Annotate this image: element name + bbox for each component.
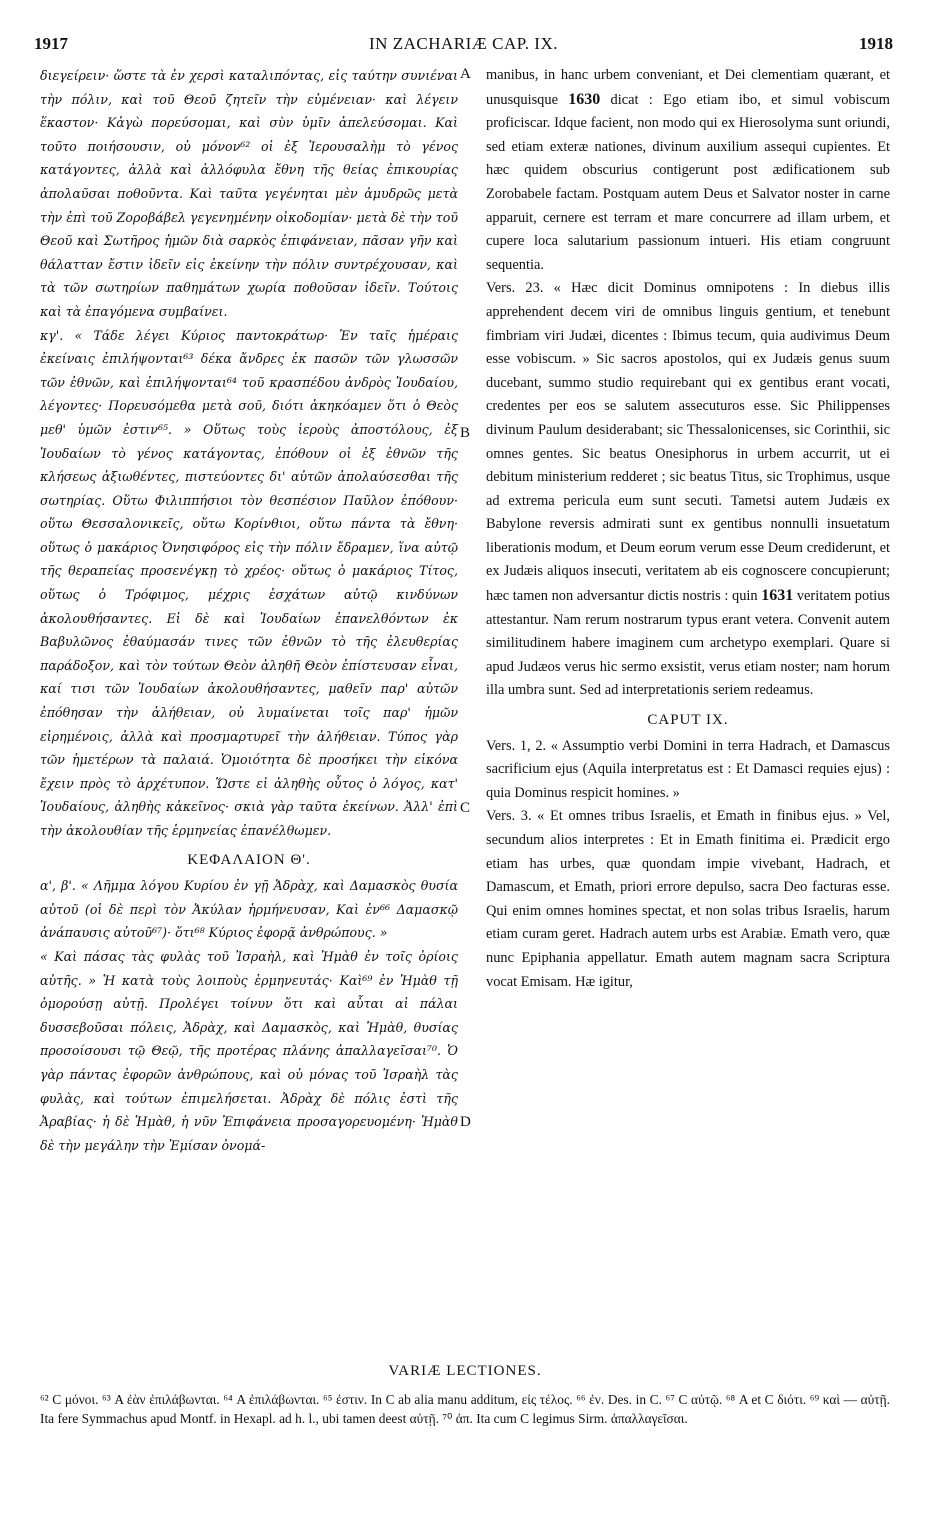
latin-paragraph: [486, 64, 890, 277]
latin-paragraph: Vers. 1, 2. « Assumptio verbi Domini in terra Hadrach, et Damascus sacrificium ejus (Aquila interpretatus est : Et Damasci requies ejus) : quia Dominus respicit homines. »: [486, 737, 890, 801]
margin-marker-a: A: [460, 66, 471, 82]
footnote-text: ⁶² C μόνοι. ⁶³ A ἐὰν ἐπιλάβωνται. ⁶⁴ A ἐπιλάβωνται. ⁶⁵ ἐστιν. In C ab alia manu additum, εἰς τέλος. ⁶⁶ ἐν. Des. in C. ⁶⁷ C αὐτῷ. ⁶⁸ A et C διότι. ⁶⁹ καὶ — αὐτῇ. Ita fere Symmachus apud Montf. in Hexapl. ad h. l., ubi tamen deest αὐτῇ. ⁷⁰ ἀπ. Ita cum C legimus Sirm. ἀπαλλαγεῖσαι.: [40, 1392, 890, 1426]
latin-paragraph: [486, 277, 890, 703]
page-header: [34, 34, 893, 58]
margin-marker-b: B: [460, 425, 471, 441]
latin-section-title: CAPUT IX.: [647, 712, 729, 729]
column-number-left: 1917: [34, 34, 68, 53]
greek-paragraph: « Καὶ πάσας τὰς φυλὰς τοῦ Ἰσραὴλ, καὶ Ἡμὰθ ἐν τοῖς ὁρίοις αὐτῆς. » Ἡ κατὰ τοὺς λοιποὺς ἑρμηνευτάς· Καὶ⁶⁹ ἐν Ἡμὰθ τῇ ὁμορούσῃ αὐτῇ. Προλέγει τοίνυν ὅτι καὶ αὗται αἱ πάλαι δυσσεβοῦσαι πόλεις, Ἀδρὰχ, καὶ Δαμασκὸς, καὶ Ἡμὰθ, θυσίας προσοίσουσι τῷ Θεῷ, τῆς προτέρας πλάνης ἀπαλλαγεῖσαι⁷⁰. Ὁ γὰρ πάντας ἐφορῶν ἀνθρώπους, καὶ οὐ μόνας τοῦ Ἰσραὴλ τὰς φυλὰς, καὶ τούτων ἐπιμελήσεται. Ἀδρὰχ δὲ πόλις ἐστὶ τῆς Ἀραβίας· ἡ δὲ Ἡμὰθ, ἡ νῦν Ἐπιφάνεια προσαγορευομένη· Ἡμὰθ δὲ τὴν μεγάλην τὴν Ἐμίσαν ὀνομά-: [40, 948, 458, 1153]
column-number-right: 1918: [859, 34, 893, 53]
running-title: IN ZACHARIÆ CAP. IX.: [369, 34, 558, 53]
greek-paragraph: α', β'. « Λῆμμα λόγου Κυρίου ἐν γῇ Ἀδρὰχ, καὶ Δαμασκὸς θυσία αὐτοῦ (οἱ δὲ περὶ τὸν Ἀκύλαν ἡρμήνευσαν, Καὶ ἐν⁶⁶ Δαμασκῷ ἀνάπαυσις αὐτοῦ⁶⁷)· ὅτι⁶⁸ Κύριος ἐφορᾷ ἀνθρώπους. »: [40, 878, 458, 941]
column-marker: 1630: [568, 90, 601, 108]
variae-lectiones-notes: [40, 1390, 890, 1428]
greek-paragraph: διεγείρειν· ὥστε τὰ ἐν χερσὶ καταλιπόντας, εἰς ταύτην συνιέναι τὴν πόλιν, καὶ τοῦ Θεοῦ ζητεῖν τὴν εὐμένειαν· καὶ λέγειν ἕκαστον· Κἀγὼ πορεύσομαι, καὶ σὺν ὑμῖν ἀπελεύσομαι. Καὶ τοῦτο ποιήσουσιν, οὐ μόνον⁶² οἱ ἐξ Ἱερουσαλὴμ τὸ γένος κατάγοντες, ἀλλὰ καὶ ἀλλόφυλα ἔθνη τῆς θείας ἐπικουρίας ἀπολαῦσαι ποθοῦντα. Καὶ ταῦτα γεγένηται μὲν ἀμυδρῶς μετὰ τὴν ἐπὶ τοῦ Ζοροβάβελ γεγενημένην οἰκοδομίαν· μετὰ δὲ τὴν τοῦ Θεοῦ καὶ Σωτῆρος ἡμῶν διὰ σαρκὸς ἐπιφάνειαν, πᾶσαν γῆν καὶ θάλατταν ἔστιν ἰδεῖν εἰς ἐκείνην τὴν πόλιν συντρέχουσαν, καὶ τὰ τῶν σωτηρίων παθημάτων χωρία ποθοῦσαν ἰδεῖν. Τούτοις καὶ τὰ ἐπαγόμενα συμβαίνει.: [40, 68, 458, 319]
margin-marker-d: D: [460, 1114, 471, 1130]
greek-column: [40, 64, 458, 1157]
latin-text: Vers. 23. « Hæc dicit Dominus omnipotens : In diebus illis apprehendent decem viri de omnibus linguis gentium, et tenebunt fimbriam viri Judæi, dicentes : Ibimus tecum, quia audivimus Deum esse vobiscum. » Sic sacros apostolos, qui ex Judæis genus suum ducebant, summo studio requirebant qui ex gentibus erant vocati, credentes per eos se salutem assecuturos esse. Sic Philippenses divinum Paulum desiderabant; sic Thessalonicenses, sic Corinthii, sic omnes gentes. Sic beatus Onesiphorus in urbem accurrit, ut ei debitum ministerium redderet ; sic beatus Titus, sic Trophimus, usque ad extrema pericula eum sunt secuti. Tametsi autem Judæis ex Babylone reversis admirati sunt ex gentibus nonnulli insuetatum liberationis modum, et Deum eorum verum esse Deum crediderunt, et ex Judæis aliquos insecuti, veritatem ab eis cognoscere concupierunt; hæc tamen non adversantur dictis nostris : quin: [486, 280, 890, 605]
latin-text: manibus, in hanc urbem conveniant, et Dei clementiam quærant, et unusquisque: [486, 67, 890, 108]
latin-column: [486, 64, 890, 994]
latin-paragraph: Vers. 3. « Et omnes tribus Israelis, et Emath in finibus ejus. » Vel, secundum alios interpretes : Et in Emath finitima ei. Prædicit ergo etiam has urbes, quæ quondam impie vivebant, Hadrach, et Damascum, et Emath, priori errore depulso, sacra Deo facturas esse. Qui enim omnes homines spectat, et non solas tribus Israelis, harum etiam curam geret. Hadrach autem urbs est Arabiæ. Emath vero, quæ nunc Epiphania appellatur. Emath autem magnam sacra Scriptura vocat Emisam. Hæ igitur,: [486, 808, 890, 990]
greek-paragraph: κγ'. « Τάδε λέγει Κύριος παντοκράτωρ· Ἐν ταῖς ἡμέραις ἐκείναις ἐπιλήψονται⁶³ δέκα ἄνδρες ἐκ πασῶν τῶν γλωσσῶν τῶν ἐθνῶν, καὶ ἐπιλήψονται⁶⁴ τοῦ κρασπέδου ἀνδρὸς Ἰουδαίου, λέγοντες· Πορευσόμεθα μετὰ σοῦ, διότι ἀκηκόαμεν ὅτι ὁ Θεὸς μεθ' ὑμῶν ἐστιν⁶⁵. » Οὕτως τοὺς ἱεροὺς ἀποστόλους, ἐξ Ἰουδαίων τὸ γένος κατάγοντας, ἐπόθουν οἱ ἐξ ἐθνῶν τῆς κλήσεως ἀξιωθέντες, πιστεύοντες δι' αὐτῶν ἀπολαύσεσθαι τῆς σωτηρίας. Οὕτω Φιλιππήσιοι τὸν θεσπέσιον Παῦλον ἐπόθουν· οὕτω Θεσσαλονικεῖς, οὕτω Κορίνθιοι, οὕτω πάντα τὰ ἔθνη· οὕτως ὁ μακάριος Ὀνησιφόρος εἰς τὴν πόλιν ἔδραμεν, ἵνα αὐτῷ τῆς θεραπείας προσενέγκῃ τὸ χρέος· οὕτως ὁ μακάριος Τίτος, οὕτως ὁ Τρόφιμος, μέχρις ἐσχάτων αὐτῷ κινδύνων ἀκολουθήσαντες. Εἰ δὲ καὶ Ἰουδαίων ἐπανελθόντων ἐκ Βαβυλῶνος ἐθαύμασάν τινες τῶν ἐθνῶν τὸ τῆς ἐλευθερίας παράδοξον, καὶ τὸν τούτων Θεὸν ἀληθῆ Θεὸν ἐπίστευσαν εἶναι, καί τισι τῶν Ἰουδαίων ἀκολουθήσαντες, μαθεῖν παρ' αὐτῶν ἐπόθησαν τὴν ἀλήθειαν, οὐ λυμαίνεται τοῖς παρ' ἡμῶν εἰρημένοις, ἀλλὰ καὶ προσμαρτυρεῖ τὴν ἀλήθειαν. Τύπος γὰρ τῶν ἡμετέρων τὰ παλαιά. Ὁμοιότητα δὲ προσήκει τὴν εἰκόνα ἔχειν πρὸς τὸ ἀρχέτυπον. Ὥστε εἰ ἀληθὴς οὗτος ὁ λόγος, κατ' Ἰουδαίους, ἀληθὴς κἀκεῖνος· σκιὰ γὰρ ταῦτα ἐκείνων. Ἀλλ' ἐπὶ τὴν ἀκολουθίαν τῆς ἑρμηνείας ἐπανέλθωμεν.: [40, 327, 458, 838]
latin-text: dicat : Ego etiam ibo, et simul vobiscum proficiscar. Idque facient, non modo qui ex Hierosolyma sunt oriundi, sed etiam exteræ nationes, divinum auxilium assequi cupientes. Et hæc quidem obscurius contigerunt post ædificationem sub Zorobabele factam. Postquam autem Deus et Salvator noster in carne apparuit, cernere est terram et mare concurrere ad illam urbem, et cupere loca salutarium passionum intueri. His etiam congruunt sequentia.: [486, 91, 890, 273]
latin-text: veritatem potius attestantur. Nam rerum nostrarum typus erant vetera. Convenit autem similitudinem habere imaginem cum archetypo exemplari. Quare si apud Judæos verus hic sermo exsistit, verus etiam noster; nam horum illa umbra sunt. Sed ad interpretationis seriem redeamus.: [486, 588, 890, 699]
column-marker: 1631: [761, 587, 794, 605]
greek-section-title: ΚΕΦΑΛΑΙΟΝ Θ'.: [187, 851, 311, 868]
margin-marker-c: C: [460, 800, 471, 816]
variae-lectiones-title: VARIÆ LECTIONES.: [388, 1363, 542, 1379]
